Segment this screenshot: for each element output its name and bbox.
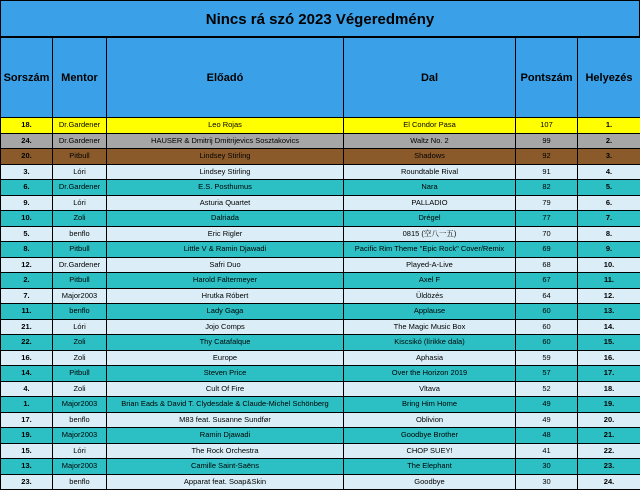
header-song[interactable]: Dal (344, 38, 516, 118)
cell-song[interactable]: Aphasia (344, 350, 516, 366)
cell-points[interactable]: 68 (516, 257, 578, 273)
cell-points[interactable]: 57 (516, 366, 578, 382)
cell-artist[interactable]: Thy Catafalque (107, 335, 344, 351)
cell-place[interactable]: 16. (578, 350, 640, 366)
results-table (0, 37, 640, 490)
cell-artist[interactable]: Cult Of Fire (107, 381, 344, 397)
header-row (1, 38, 640, 118)
cell-artist[interactable]: Camille Saint-Saëns (107, 459, 344, 475)
header-place[interactable]: Helyezés (578, 38, 640, 118)
cell-number[interactable]: 6. (1, 180, 53, 196)
cell-song[interactable]: Nara (344, 180, 516, 196)
cell-number[interactable]: 19. (1, 428, 53, 444)
cell-points[interactable]: 30 (516, 474, 578, 490)
cell-mentor[interactable]: Pitbull (53, 149, 107, 165)
table-row[interactable] (1, 459, 640, 475)
cell-number[interactable]: 22. (1, 335, 53, 351)
cell-number[interactable]: 23. (1, 474, 53, 490)
table-title: Nincs rá szó 2023 Végeredmény (0, 0, 640, 37)
cell-artist[interactable]: Little V & Ramin Djawadi (107, 242, 344, 258)
cell-mentor[interactable]: Pitbull (53, 366, 107, 382)
cell-artist[interactable]: Harold Faltermeyer (107, 273, 344, 289)
table-row[interactable] (1, 226, 640, 242)
cell-mentor[interactable]: Major2003 (53, 428, 107, 444)
cell-song[interactable]: Waltz No. 2 (344, 133, 516, 149)
cell-artist[interactable]: Jojo Comps (107, 319, 344, 335)
cell-artist[interactable]: Ramin Djawadi (107, 428, 344, 444)
cell-points[interactable]: 49 (516, 397, 578, 413)
cell-mentor[interactable]: Lóri (53, 164, 107, 180)
cell-place[interactable]: 9. (578, 242, 640, 258)
cell-place[interactable]: 22. (578, 443, 640, 459)
cell-place[interactable]: 17. (578, 366, 640, 382)
table-row[interactable] (1, 474, 640, 490)
cell-number[interactable]: 14. (1, 366, 53, 382)
cell-points[interactable]: 70 (516, 226, 578, 242)
cell-artist[interactable]: Apparat feat. Soap&Skin (107, 474, 344, 490)
cell-points[interactable]: 48 (516, 428, 578, 444)
table-row[interactable] (1, 118, 640, 134)
results-body (1, 118, 640, 490)
cell-mentor[interactable]: Zoli (53, 350, 107, 366)
cell-number[interactable]: 18. (1, 118, 53, 134)
cell-artist[interactable]: Leo Rojas (107, 118, 344, 134)
cell-points[interactable]: 60 (516, 304, 578, 320)
cell-number[interactable]: 20. (1, 149, 53, 165)
cell-song[interactable]: Axel F (344, 273, 516, 289)
cell-place[interactable]: 15. (578, 335, 640, 351)
cell-artist[interactable]: Lindsey Stirling (107, 149, 344, 165)
table-row[interactable] (1, 304, 640, 320)
cell-place[interactable]: 18. (578, 381, 640, 397)
cell-artist[interactable]: Europe (107, 350, 344, 366)
cell-points[interactable]: 67 (516, 273, 578, 289)
cell-number[interactable]: 1. (1, 397, 53, 413)
cell-place[interactable]: 1. (578, 118, 640, 134)
table-row[interactable] (1, 257, 640, 273)
cell-mentor[interactable]: benflo (53, 304, 107, 320)
cell-song[interactable]: Kiscsikó (lírikke dala) (344, 335, 516, 351)
cell-mentor[interactable]: Lóri (53, 443, 107, 459)
table-row[interactable] (1, 195, 640, 211)
cell-number[interactable]: 21. (1, 319, 53, 335)
table-row[interactable] (1, 443, 640, 459)
cell-number[interactable]: 2. (1, 273, 53, 289)
cell-points[interactable]: 30 (516, 459, 578, 475)
cell-mentor[interactable]: Zoli (53, 335, 107, 351)
cell-artist[interactable]: Brian Eads & David T. Clydesdale & Claude-Michel Schönberg (107, 397, 344, 413)
cell-mentor[interactable]: Pitbull (53, 242, 107, 258)
cell-song[interactable]: Vltava (344, 381, 516, 397)
cell-mentor[interactable]: Dr.Gardener (53, 133, 107, 149)
cell-song[interactable]: PALLADIO (344, 195, 516, 211)
cell-points[interactable]: 49 (516, 412, 578, 428)
cell-number[interactable]: 13. (1, 459, 53, 475)
cell-song[interactable]: Oblivion (344, 412, 516, 428)
cell-artist[interactable]: Asturia Quartet (107, 195, 344, 211)
header-artist[interactable]: Előadó (107, 38, 344, 118)
cell-points[interactable]: 82 (516, 180, 578, 196)
cell-number[interactable]: 16. (1, 350, 53, 366)
cell-song[interactable]: Drégel (344, 211, 516, 227)
cell-mentor[interactable]: Dr.Gardener (53, 257, 107, 273)
cell-place[interactable]: 13. (578, 304, 640, 320)
cell-number[interactable]: 8. (1, 242, 53, 258)
table-row[interactable] (1, 412, 640, 428)
cell-place[interactable]: 11. (578, 273, 640, 289)
cell-artist[interactable]: M83 feat. Susanne Sundfør (107, 412, 344, 428)
table-row[interactable] (1, 335, 640, 351)
cell-song[interactable]: The Magic Music Box (344, 319, 516, 335)
cell-mentor[interactable]: Major2003 (53, 288, 107, 304)
cell-song[interactable]: 0815 (空八一五) (344, 226, 516, 242)
cell-song[interactable]: Over the Horizon 2019 (344, 366, 516, 382)
cell-place[interactable]: 10. (578, 257, 640, 273)
cell-place[interactable]: 4. (578, 164, 640, 180)
header-mentor[interactable]: Mentor (53, 38, 107, 118)
cell-place[interactable]: 19. (578, 397, 640, 413)
cell-points[interactable]: 99 (516, 133, 578, 149)
cell-mentor[interactable]: Lóri (53, 319, 107, 335)
cell-mentor[interactable]: benflo (53, 226, 107, 242)
cell-mentor[interactable]: Zoli (53, 211, 107, 227)
cell-number[interactable]: 15. (1, 443, 53, 459)
table-row[interactable] (1, 319, 640, 335)
cell-artist[interactable]: HAUSER & Dmitrij Dmitrijevics Sosztakovics (107, 133, 344, 149)
cell-points[interactable]: 69 (516, 242, 578, 258)
cell-song[interactable]: The Elephant (344, 459, 516, 475)
cell-points[interactable]: 52 (516, 381, 578, 397)
cell-song[interactable]: Pacific Rim Theme "Epic Rock" Cover/Remix (344, 242, 516, 258)
cell-song[interactable]: El Condor Pasa (344, 118, 516, 134)
cell-mentor[interactable]: Dr.Gardener (53, 118, 107, 134)
cell-number[interactable]: 7. (1, 288, 53, 304)
cell-points[interactable]: 64 (516, 288, 578, 304)
cell-place[interactable]: 21. (578, 428, 640, 444)
cell-points[interactable]: 41 (516, 443, 578, 459)
cell-place[interactable]: 6. (578, 195, 640, 211)
cell-song[interactable]: Applause (344, 304, 516, 320)
cell-mentor[interactable]: Lóri (53, 195, 107, 211)
cell-song[interactable]: Played-A-Live (344, 257, 516, 273)
cell-place[interactable]: 23. (578, 459, 640, 475)
cell-artist[interactable]: Lindsey Stirling (107, 164, 344, 180)
table-row[interactable] (1, 149, 640, 165)
table-row[interactable] (1, 211, 640, 227)
cell-place[interactable]: 12. (578, 288, 640, 304)
cell-mentor[interactable]: benflo (53, 412, 107, 428)
cell-place[interactable]: 14. (578, 319, 640, 335)
cell-mentor[interactable]: benflo (53, 474, 107, 490)
cell-song[interactable]: CHOP SUEY! (344, 443, 516, 459)
cell-artist[interactable]: Steven Price (107, 366, 344, 382)
table-row[interactable] (1, 133, 640, 149)
table-row[interactable] (1, 273, 640, 289)
cell-mentor[interactable]: Zoli (53, 381, 107, 397)
cell-artist[interactable]: Dalriada (107, 211, 344, 227)
cell-song[interactable]: Üldözés (344, 288, 516, 304)
cell-artist[interactable]: Safri Duo (107, 257, 344, 273)
header-number[interactable]: Sorszám (1, 38, 53, 118)
cell-points[interactable]: 77 (516, 211, 578, 227)
cell-place[interactable]: 3. (578, 149, 640, 165)
cell-points[interactable]: 92 (516, 149, 578, 165)
table-row[interactable] (1, 180, 640, 196)
cell-song[interactable]: Goodbye Brother (344, 428, 516, 444)
cell-artist[interactable]: The Rock Orchestra (107, 443, 344, 459)
table-row[interactable] (1, 428, 640, 444)
cell-number[interactable]: 17. (1, 412, 53, 428)
cell-place[interactable]: 8. (578, 226, 640, 242)
cell-number[interactable]: 10. (1, 211, 53, 227)
cell-points[interactable]: 60 (516, 319, 578, 335)
cell-place[interactable]: 2. (578, 133, 640, 149)
cell-points[interactable]: 107 (516, 118, 578, 134)
table-row[interactable] (1, 381, 640, 397)
cell-points[interactable]: 60 (516, 335, 578, 351)
cell-number[interactable]: 24. (1, 133, 53, 149)
cell-points[interactable]: 79 (516, 195, 578, 211)
header-points[interactable]: Pontszám (516, 38, 578, 118)
cell-number[interactable]: 9. (1, 195, 53, 211)
cell-number[interactable]: 5. (1, 226, 53, 242)
cell-artist[interactable]: Eric Rigler (107, 226, 344, 242)
table-row[interactable] (1, 366, 640, 382)
cell-place[interactable]: 7. (578, 211, 640, 227)
cell-song[interactable]: Bring Him Home (344, 397, 516, 413)
cell-number[interactable]: 11. (1, 304, 53, 320)
cell-mentor[interactable]: Major2003 (53, 397, 107, 413)
cell-artist[interactable]: Lady Gaga (107, 304, 344, 320)
cell-artist[interactable]: Hrutka Róbert (107, 288, 344, 304)
table-row[interactable] (1, 164, 640, 180)
cell-points[interactable]: 91 (516, 164, 578, 180)
cell-place[interactable]: 20. (578, 412, 640, 428)
cell-song[interactable]: Roundtable Rival (344, 164, 516, 180)
table-row[interactable] (1, 350, 640, 366)
cell-place[interactable]: 5. (578, 180, 640, 196)
table-row[interactable] (1, 288, 640, 304)
cell-points[interactable]: 59 (516, 350, 578, 366)
table-row[interactable] (1, 242, 640, 258)
cell-number[interactable]: 4. (1, 381, 53, 397)
cell-song[interactable]: Goodbye (344, 474, 516, 490)
cell-artist[interactable]: E.S. Posthumus (107, 180, 344, 196)
cell-mentor[interactable]: Dr.Gardener (53, 180, 107, 196)
table-row[interactable] (1, 397, 640, 413)
cell-number[interactable]: 3. (1, 164, 53, 180)
cell-number[interactable]: 12. (1, 257, 53, 273)
cell-mentor[interactable]: Pitbull (53, 273, 107, 289)
cell-mentor[interactable]: Major2003 (53, 459, 107, 475)
cell-song[interactable]: Shadows (344, 149, 516, 165)
cell-place[interactable]: 24. (578, 474, 640, 490)
